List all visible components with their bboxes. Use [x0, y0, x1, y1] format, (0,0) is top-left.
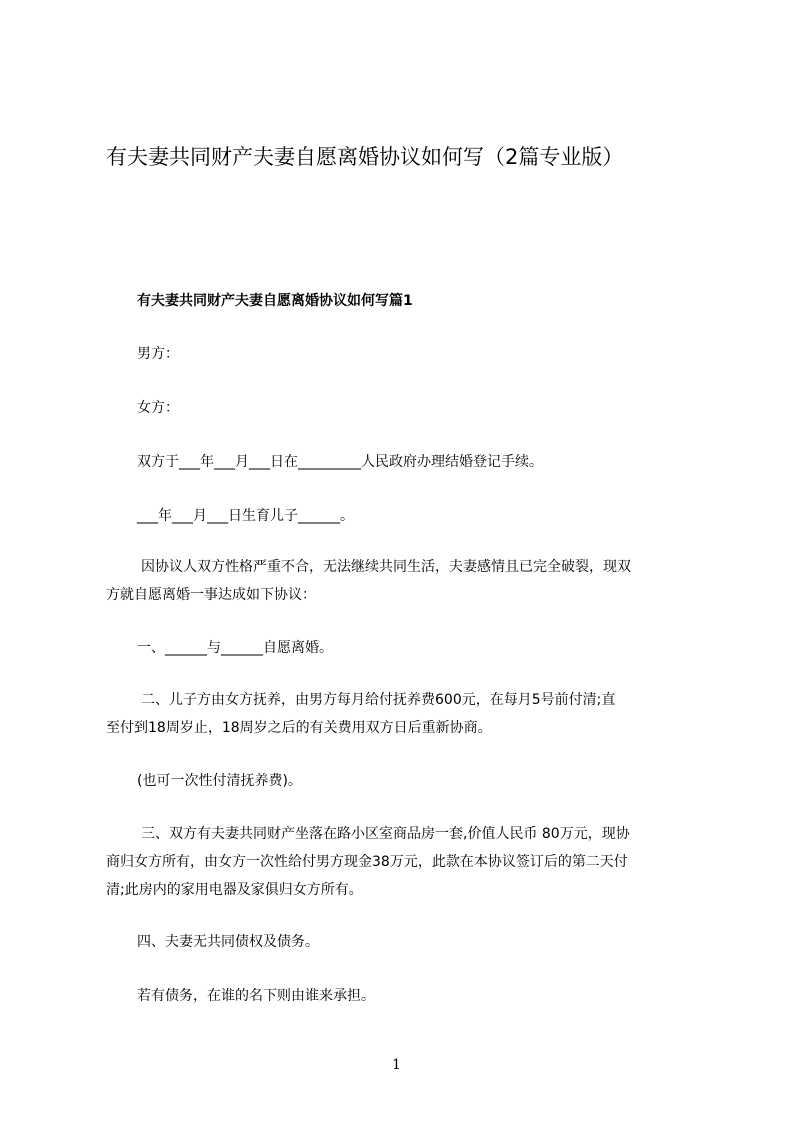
clause-3-line-3: 清;此房内的家用电器及家俱归女方所有。	[106, 882, 363, 898]
male-party-line: 男方：	[137, 346, 179, 362]
clause-3-line-2: 商归女方所有，由女方一次性给付男方现金38万元，此款在本协议签订后的第二天付	[106, 854, 628, 870]
reason-line-1: 因协议人双方性格严重不合，无法继续共同生活，夫妻感情且已完全破裂，现双	[141, 559, 631, 575]
marriage-registration-line: 双方于___年___月___日在_________人民政府办理结婚登记手续。	[137, 454, 543, 470]
page-number: 1	[392, 1057, 401, 1073]
document-title: 有夫妻共同财产夫妻自愿离婚协议如何写（2篇专业版）	[106, 145, 624, 169]
section-title: 有夫妻共同财产夫妻自愿离婚协议如何写篇1	[137, 293, 413, 309]
clause-1: 一、______与______自愿离婚。	[137, 640, 333, 656]
reason-paragraph	[106, 553, 711, 609]
clause-3-line-1: 三、双方有夫妻共同财产坐落在路小区室商品房一套,价值人民币 80万元，现协	[141, 826, 630, 842]
clause-2-note: (也可一次性付清抚养费)。	[137, 773, 302, 789]
clause-2-line-2: 至付到18周岁止，18周岁之后的有关费用双方日后重新协商。	[106, 720, 492, 736]
clause-2-paragraph	[106, 686, 711, 742]
clause-3-paragraph	[106, 820, 711, 904]
clause-4: 四、夫妻无共同债权及债务。	[137, 934, 319, 950]
clause-2-line-1: 二、儿子方由女方抚养，由男方每月给付抚养费600元，在每月5号前付清;直	[141, 692, 616, 708]
reason-line-2: 方就自愿离婚一事达成如下协议：	[106, 587, 316, 603]
female-party-line: 女方：	[137, 400, 179, 416]
son-birth-line: ___年___月___日生育儿子______。	[137, 508, 354, 524]
clause-4-note: 若有债务，在谁的名下则由谁来承担。	[137, 988, 375, 1004]
